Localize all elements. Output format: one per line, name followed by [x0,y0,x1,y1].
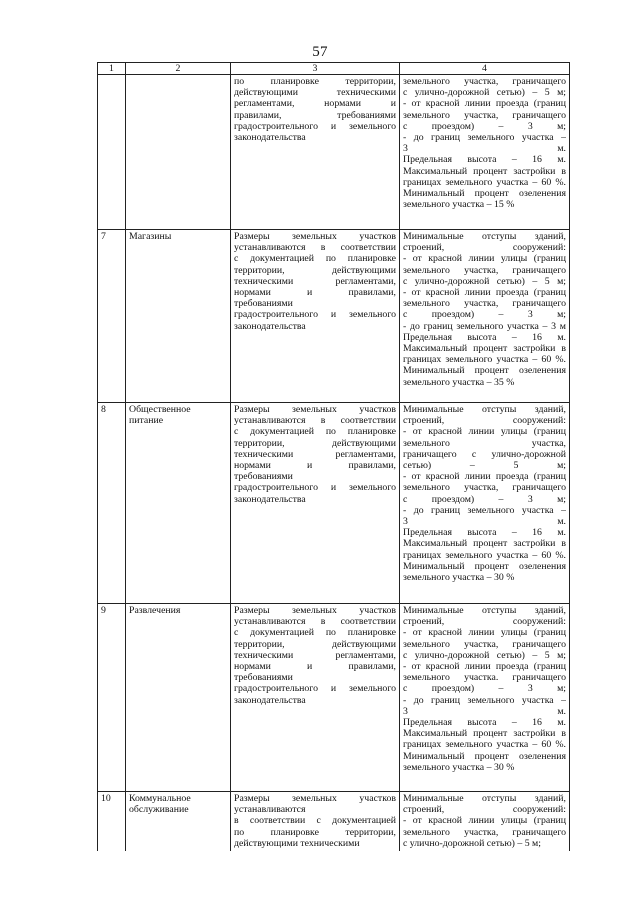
text-line: техническими регламентами, [234,649,396,661]
header-cell: 1 [98,63,126,75]
setback-text [400,403,570,604]
text-line: - от красной линии улицы (границ [403,426,566,438]
text-line: устанавливаются в соответствии [234,242,396,254]
setback-text [400,230,570,403]
text-line: территории, действующими [234,264,396,276]
use-name [126,230,231,403]
text-line: - от красной линии проезда (границ [403,98,566,110]
text-line: строений, сооружений: [403,242,566,254]
text-line: с проездом) – 3 м; [403,683,566,695]
text-line: с улично-дорожной сетью) – 5 м; [403,87,566,99]
text-line: Коммунальное [129,793,191,804]
text-line: Минимальные отступы зданий, [403,793,566,804]
text-line: Предельная высота – 16 м. [403,527,566,539]
text-line: земельного участка – 35 % [403,376,515,388]
text-line: - до границ земельного участка – 3 м [403,320,566,332]
plot-size-text [231,403,400,604]
text-line: Общественное [129,404,191,415]
text-line: устанавливаются [234,804,306,816]
text-line: 3 м. [403,516,566,528]
plot-size-text [231,604,400,792]
text-line: - от красной линии проезда (границ [403,287,566,299]
text-line: - от красной линии проезда (границ [403,471,566,483]
text-line: земельного участка, граничащего [403,482,566,494]
setback-text [400,75,570,230]
use-name [126,792,231,852]
header-cell: 2 [126,63,231,75]
text-line: - от красной линии улицы (границ [403,627,566,639]
text-line: территории, действующими [234,437,396,449]
table-row [98,75,570,230]
row-number: 8 [98,403,126,604]
text-line: - до границ земельного участка – [403,504,566,516]
text-line: требованиями [234,471,293,483]
text-line: устанавливаются в соответствии [234,616,396,628]
text-line: 3 м. [403,143,566,155]
text-line: Минимальные отступы зданий, [403,231,566,242]
text-line: по планировке территории, [234,826,396,838]
text-line: Размеры земельных участков [234,605,396,616]
text-line: Размеры земельных участков [234,404,396,415]
header-cell: 3 [231,63,400,75]
text-line: земельного участка – 30 % [403,761,515,773]
text-line: земельного участка, граничащего [403,638,566,650]
text-line: Размеры земельных участков [234,793,396,804]
text-line: земельного участка. граничащего [403,672,566,684]
text-line: земельного участка, граничащего [403,298,566,310]
text-line: с документацией по планировке [234,253,396,265]
text-line: с проездом) – 3 м; [403,120,566,132]
text-line: Максимальный процент застройки в [403,728,566,740]
text-line: устанавливаются в соответствии [234,415,396,427]
setback-text [400,604,570,792]
text-line: - до границ земельного участка – [403,132,566,144]
header-cell: 4 [400,63,570,75]
text-line: техническими регламентами, [234,448,396,460]
text-line: действующими техническими [234,837,360,849]
text-line: законодательства [234,694,306,706]
text-line: граничащего с улично-дорожной [403,448,566,460]
text-line: с документацией по планировке [234,627,396,639]
text-line: строений, сооружений: [403,804,566,816]
text-line: земельного участка, граничащего [403,826,566,838]
text-line: нормами и правилами, [234,661,396,673]
setback-text [400,792,570,852]
text-line: строений, сооружений: [403,616,566,628]
text-line: земельного участка, граничащего [403,109,566,121]
text-line: нормами и правилами, [234,287,396,299]
plot-size-text [231,792,400,852]
text-line: питание [129,415,164,427]
text-line: Максимальный процент застройки в [403,538,566,550]
text-line: градостроительного и земельного [234,683,396,695]
text-line: земельного участка – 15 % [403,199,515,211]
text-line: Предельная высота – 16 м. [403,154,566,166]
text-line: с улично-дорожной сетью) – 5 м; [403,837,541,849]
page-number: 57 [312,44,328,60]
text-line: - от красной линии улицы (границ [403,253,566,265]
text-line: градостроительного и земельного [234,309,396,321]
text-line: с улично-дорожной сетью) – 5 м; [403,275,566,287]
text-line: Предельная высота – 16 м. [403,331,566,343]
text-line: строений, сооружений: [403,415,566,427]
table-row [98,230,570,403]
use-name [126,75,231,230]
text-line: - от красной линии проезда (границ [403,661,566,673]
plot-size-text [231,75,400,230]
text-line: границах земельного участка – 60 %. [403,549,566,561]
table-row [98,792,570,852]
text-line: правилами, требованиями [234,109,396,121]
row-number: 9 [98,604,126,792]
text-line: - от красной линии улицы (границ [403,815,566,827]
text-line: Магазины [129,231,172,242]
text-line: с проездом) – 3 м; [403,493,566,505]
table-row [98,403,570,604]
text-line: техническими регламентами, [234,275,396,287]
text-line: регламентами, нормами и [234,98,396,110]
text-line: 3 м. [403,705,566,717]
text-line: Минимальный процент озеленения [403,365,566,377]
table-row [98,604,570,792]
text-line: в соответствии с документацией [234,815,396,827]
text-line: земельного участка – 30 % [403,572,515,584]
text-line: границах земельного участка – 60 %. [403,354,566,366]
text-line: градостроительного и земельного [234,482,396,494]
text-line: сетью) – 5 м; [403,460,566,472]
use-name [126,604,231,792]
use-name [126,403,231,604]
text-line: территории, действующими [234,638,396,650]
text-line: по планировке территории, [234,76,396,87]
text-line: границах земельного участка – 60 %. [403,176,566,188]
text-line: Минимальные отступы зданий, [403,605,566,616]
text-line: Максимальный процент застройки в [403,343,566,355]
text-line: законодательства [234,493,306,505]
text-line: с документацией по планировке [234,426,396,438]
text-line: нормами и правилами, [234,460,396,472]
text-line: Минимальный процент озеленения [403,750,566,762]
text-line: границах земельного участка – 60 %. [403,739,566,751]
text-line: Максимальный процент застройки в [403,165,566,177]
text-line: действующими техническими [234,87,396,99]
row-number: 10 [98,792,126,852]
text-line: градостроительного и земельного [234,120,396,132]
text-line: с улично-дорожной сетью) – 5 м; [403,649,566,661]
text-line: Размеры земельных участков [234,231,396,242]
text-line: законодательства [234,132,306,144]
row-number [98,75,126,230]
text-line: Минимальный процент озеленения [403,560,566,572]
text-line: Предельная высота – 16 м. [403,717,566,729]
text-line: - до границ земельного участка – [403,694,566,706]
text-line: Минимальный процент озеленения [403,188,566,200]
text-line: обслуживание [129,804,189,816]
text-line: Развлечения [129,605,181,616]
regulations-table [97,62,570,851]
row-number: 7 [98,230,126,403]
text-line: Минимальные отступы зданий, [403,404,566,415]
text-line: с проездом) – 3 м; [403,309,566,321]
text-line: законодательства [234,320,306,332]
plot-size-text [231,230,400,403]
table-header-row [98,63,570,75]
text-line: земельного участка, граничащего [403,76,566,87]
text-line: земельного участка, граничащего [403,264,566,276]
text-line: требованиями [234,672,293,684]
text-line: требованиями [234,298,293,310]
text-line: земельного участка, [403,437,566,449]
